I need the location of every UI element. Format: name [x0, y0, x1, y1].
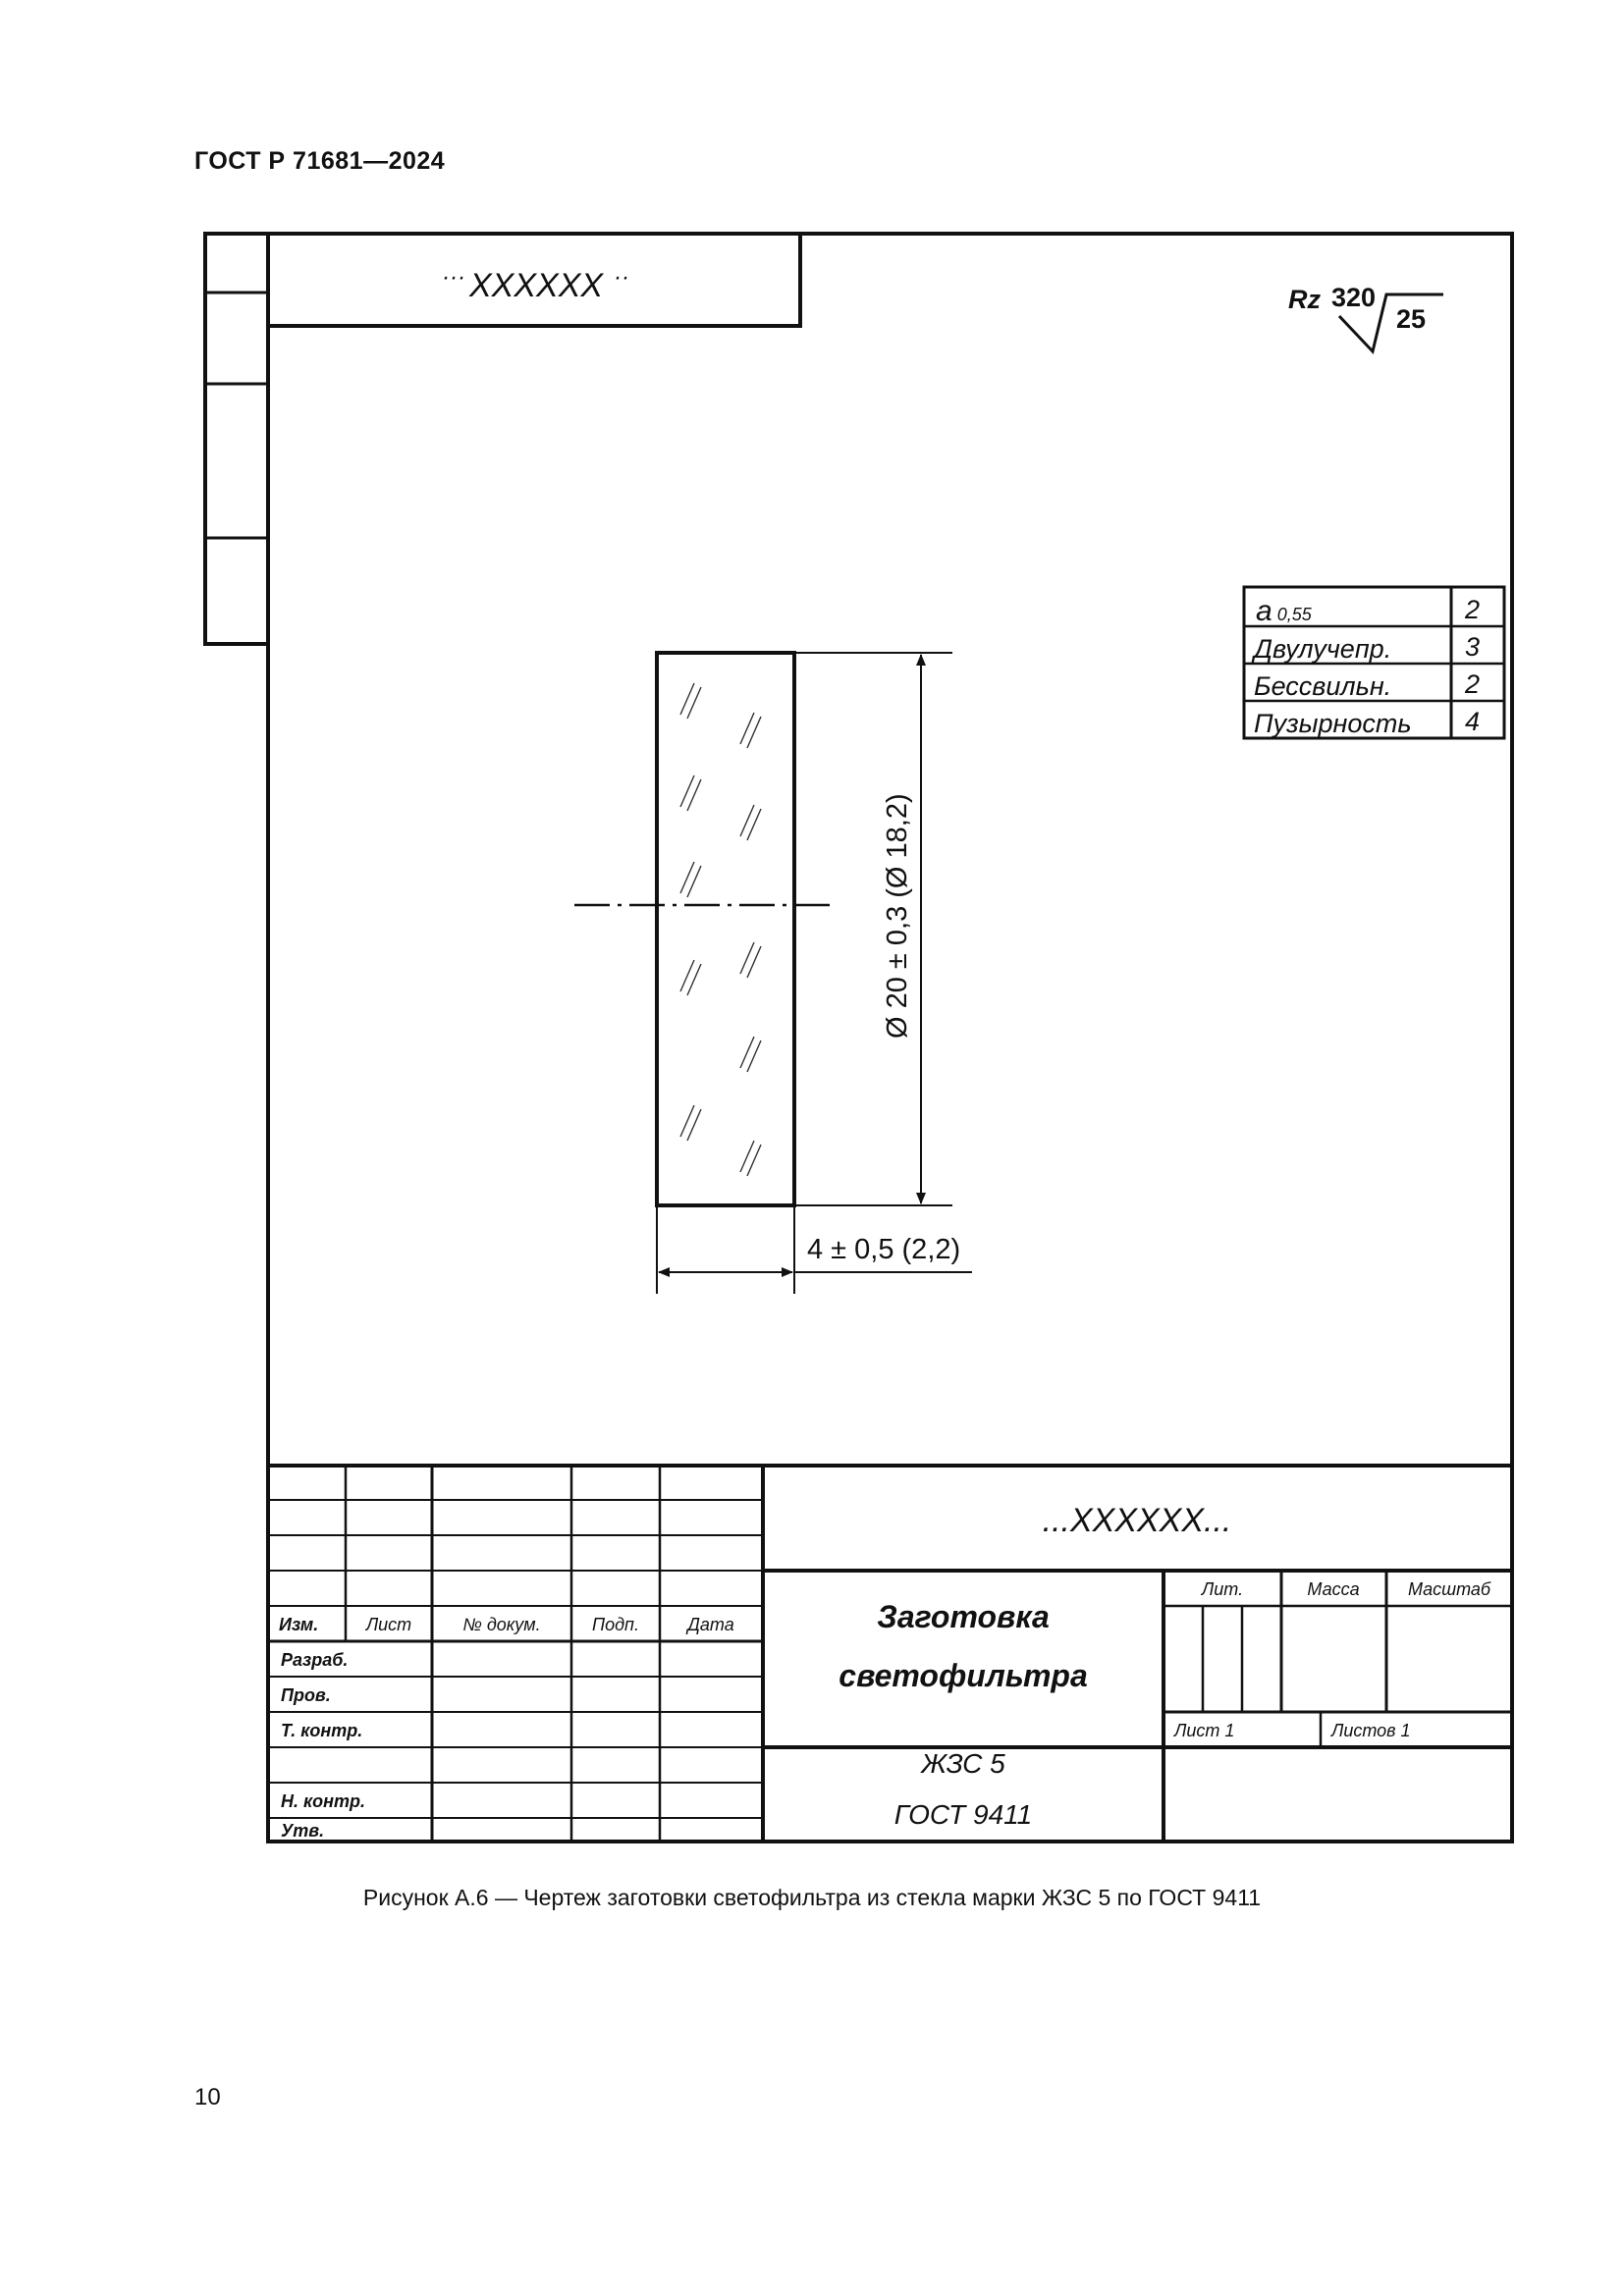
material-line1: ЖЗС 5 [921, 1748, 1005, 1779]
req-row-3-value: 2 [1465, 669, 1481, 699]
role-nkontr: Н. контр. [281, 1791, 365, 1811]
role-tkontr: Т. контр. [281, 1721, 363, 1740]
req-row-2-value: 3 [1465, 632, 1481, 662]
req-row-2-label: Двулучепр. [1254, 634, 1392, 664]
col-header-izm: Изм. [279, 1615, 319, 1634]
page-number: 10 [194, 2084, 221, 2110]
corner-code: XXXXXX [469, 267, 604, 304]
diameter-dimension [796, 653, 952, 1205]
role-prov: Пров. [281, 1685, 331, 1705]
thickness-dimension-label: 4 ± 0,5 (2,2) [807, 1234, 961, 1265]
surface-roughness-symbol [1288, 283, 1443, 351]
part-name-line2: светофильтра [839, 1658, 1088, 1693]
material-line2: ГОСТ 9411 [893, 1799, 1033, 1830]
title-block-grid [268, 1466, 1512, 1842]
title-block-designation: ...XXXXXX... [1042, 1502, 1232, 1539]
diameter-dimension-label: Ø 20 ± 0,3 (Ø 18,2) [882, 793, 913, 1039]
col-header-date: Дата [687, 1615, 734, 1634]
col-header-doc: № докум. [462, 1615, 541, 1634]
req-row-1-value: 2 [1465, 595, 1481, 624]
col-header-sign: Подп. [592, 1615, 639, 1634]
roughness-prefix: Rz [1288, 285, 1321, 314]
drawing-frame [205, 234, 1512, 1842]
req-row-4-value: 4 [1465, 707, 1481, 736]
roughness-bracket-value: 25 [1396, 304, 1427, 334]
corner-code-dots-right: ·· [614, 264, 629, 291]
req-row-4-label: Пузырность [1254, 709, 1412, 738]
figure-caption: Рисунок А.6 — Чертеж заготовки светофильтра из стекла марки ЖЗС 5 по ГОСТ 9411 [362, 1885, 1262, 1910]
part-name-line1: Заготовка [877, 1599, 1050, 1634]
req-row-1-label: a 0,55 [1256, 595, 1312, 627]
sheets-label: Листов 1 [1331, 1721, 1411, 1740]
masshtab-label: Масштаб [1407, 1579, 1491, 1599]
sheet-label: Лист 1 [1174, 1721, 1235, 1740]
role-utv: Утв. [281, 1821, 325, 1841]
col-header-list: Лист [365, 1615, 412, 1634]
filter-blank-part [574, 653, 835, 1205]
req-row-3-label: Бессвильн. [1254, 671, 1392, 701]
lit-label: Лит. [1201, 1579, 1244, 1599]
glass-hatching [680, 683, 761, 1176]
document-code-header: ГОСТ Р 71681—2024 [194, 147, 446, 175]
roughness-value: 320 [1331, 283, 1377, 312]
role-razrab: Разраб. [281, 1650, 349, 1670]
corner-code-dots-left: ··· [442, 264, 465, 291]
massa-label: Масса [1307, 1579, 1360, 1599]
